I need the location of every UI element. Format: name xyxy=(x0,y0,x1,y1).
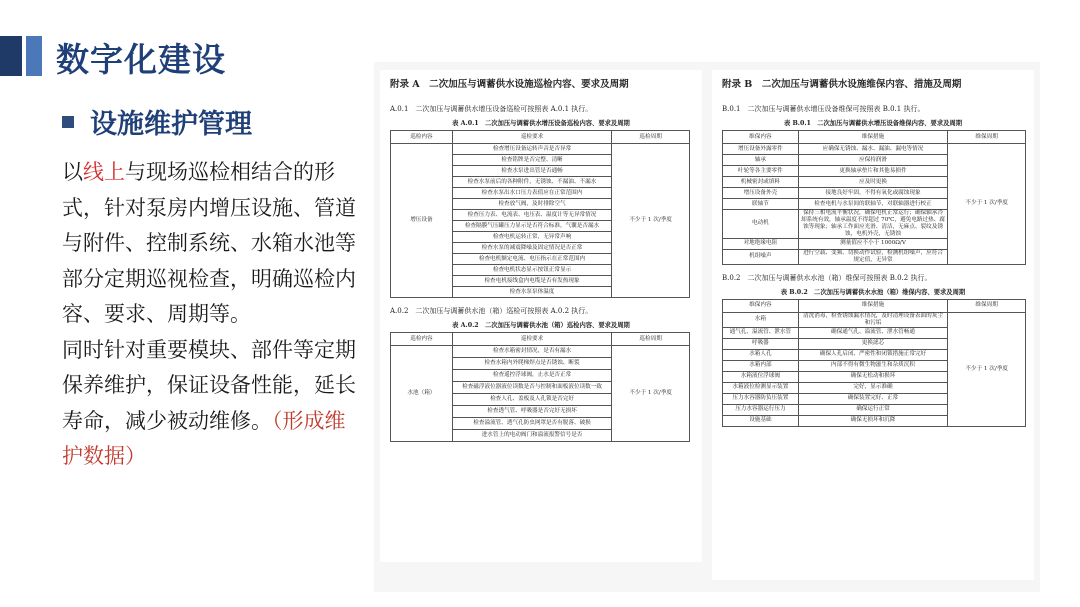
b1-item-cell: 机组噪声 xyxy=(723,249,799,264)
a2-requirement-cell: 检查水箱内外爬梯焊点是否锈蚀、断裂 xyxy=(452,358,611,370)
appendix-a-para-2: A.0.2 二次加压与调蓄供水池（箱）巡检可按照表 A.0.2 执行。 xyxy=(390,307,593,315)
b1-item-cell: 机械密封或填料 xyxy=(723,177,799,188)
b2-measure-cell: 内部不得有微生物滋生和杂质沉积 xyxy=(798,360,947,371)
a2-requirement-cell: 检查磁浮液位器液位读数是否与控制和面板液位读数一致 xyxy=(452,382,611,394)
b2-header-1: 维保措施 xyxy=(798,299,947,312)
b2-header-0: 维保内容 xyxy=(723,299,799,312)
b2-item-cell: 通气孔、溢流管、泄水管 xyxy=(723,327,799,338)
b2-measure-cell: 更换滤芯 xyxy=(798,338,947,349)
appendix-b-document xyxy=(712,70,1034,580)
appendix-b-table-2-caption: 表 B.0.2 二次加压与调蓄供水水池（箱）维保内容、要求及周期 xyxy=(780,288,966,296)
paragraph-2 xyxy=(62,333,362,475)
b2-item-cell: 呼吸器 xyxy=(723,338,799,349)
appendix-b-title: 附录 B 二次加压与调蓄供水设施维保内容、措施及周期 xyxy=(722,79,962,90)
b2-measure-cell: 确保装置完好、正常 xyxy=(798,393,947,404)
a1-header-0: 巡检内容 xyxy=(391,131,453,144)
b1-header-0: 维保内容 xyxy=(723,131,799,144)
a1-header-1: 巡检要求 xyxy=(452,131,611,144)
a1-requirement-cell: 检查放气阀，及时排除空气 xyxy=(452,199,611,210)
a1-requirement-cell: 检查水泵泵体温度 xyxy=(452,287,611,298)
b1-item-cell: 轴承 xyxy=(723,155,799,166)
b2-item-cell: 压力水容器运行压力 xyxy=(723,404,799,415)
b1-header-1: 维保措施 xyxy=(798,131,948,144)
paragraph-2-body: 同时针对重要模块、部件等定期保养维护，保证设备性能，延长寿命，减少被动维修。 xyxy=(62,337,356,433)
appendix-a-table-1-caption: 表 A.0.1 二次加压与调蓄供水增压设备巡检内容、要求及周期 xyxy=(452,120,630,127)
b1-item-cell: 增压设备外壳 xyxy=(723,188,799,199)
appendix-b-table-1 xyxy=(722,130,1026,265)
b1-item-cell: 电动机 xyxy=(723,210,799,239)
table-row xyxy=(391,144,690,155)
title-accent-bar-light xyxy=(26,36,42,76)
appendix-a-table-1 xyxy=(390,130,690,298)
appendix-a-para-1: A.0.1 二次加压与调蓄供水增压设备巡检可按照表 A.0.1 执行。 xyxy=(390,105,593,113)
a2-requirement-cell: 检查溢流管、透气孔防虫网罩是否有脱落、破损 xyxy=(452,418,611,430)
b2-measure-cell: 确保运行正常 xyxy=(798,404,947,415)
b2-measure-cell: 确保无松动和损坏 xyxy=(798,371,947,382)
a2-requirement-cell: 检查透气管、呼吸器是否完好无损坏 xyxy=(452,406,611,418)
a1-requirement-cell: 检查水泵的减震降噪及固定情况是否正常 xyxy=(452,243,611,254)
square-bullet-icon xyxy=(62,116,74,128)
b2-item-cell: 设施基础 xyxy=(723,415,799,426)
appendix-b-para-2: B.0.2 二次加压与调蓄供水水池（箱）维保可按照表 B.0.2 执行。 xyxy=(722,273,932,282)
b2-item-cell: 水箱人孔 xyxy=(723,349,799,360)
b2-header-2: 维保周期 xyxy=(948,299,1026,312)
appendix-a-document xyxy=(380,70,702,562)
appendix-b-para-1: B.0.1 二次加压与调蓄供水增压设备维保可按照表 B.0.1 执行。 xyxy=(722,105,925,113)
page-title: 数字化建设 xyxy=(56,40,226,79)
b1-measure-cell: 保持三相电流平衡状况，确保电机正常运行；确保轴承冷却系统有效，轴承温度不得超过 70℃，避免电路过热、腐蚀等现象；轴承工作面应光滑、清洁，无麻点、裂纹及锈蚀，电机外壳，无锈蚀 xyxy=(798,210,948,239)
b2-item-cell: 压力水容器防负压装置 xyxy=(723,393,799,404)
b1-measure-cell: 检查电机与水泵间的联轴节，对联轴器进行校正 xyxy=(798,199,948,210)
a1-header-2: 巡检周期 xyxy=(612,131,690,144)
a1-requirement-cell: 检查电机状态显示按钮正常显示 xyxy=(452,265,611,276)
paragraph-1-prefix: 以 xyxy=(62,160,83,184)
b1-measure-cell: 测量值应不小于 1000Ω/V xyxy=(798,238,948,249)
title-accent-bar-dark xyxy=(0,36,22,76)
a2-header-1: 巡检要求 xyxy=(452,333,611,346)
table-row xyxy=(723,144,1026,155)
a2-group-cell: 水池（箱） xyxy=(391,346,453,442)
highlight-online: 线上 xyxy=(83,160,125,184)
paragraph-1-body: 与现场巡检相结合的形式，针对泵房内增压设施、管道与附件、控制系统、水箱水池等部分定期巡视检查，明确巡检内容、要求、周期等。 xyxy=(62,160,356,326)
a2-requirement-cell: 进水管上的电动阀门和溢流报警信号是否 xyxy=(452,430,611,442)
a1-requirement-cell: 检查压力表、电流表、电压表、温度计等无异常情况 xyxy=(452,210,611,221)
appendix-a-table-2 xyxy=(390,332,690,442)
a2-requirement-cell: 检查人孔、盖板及人孔锁是否完好 xyxy=(452,394,611,406)
a1-requirement-cell: 检查电机接线盒内电缆是否有发热现象 xyxy=(452,276,611,287)
a2-period-cell: 不少于 1 次/季度 xyxy=(612,346,690,442)
a2-requirement-cell: 检查遥控浮球阀，止水是否正常 xyxy=(452,370,611,382)
a1-requirement-cell: 检查水泵出水口压力表值应在正常范围内 xyxy=(452,188,611,199)
a1-requirement-cell: 检查水泵前后的各种附件，无锈蚀、不漏油、不漏水 xyxy=(452,177,611,188)
a1-requirement-cell: 检查增压设备运转声音是否异常 xyxy=(452,144,611,155)
a2-header-0: 巡检内容 xyxy=(391,333,453,346)
b1-period-cell: 不少于 1 次/季度 xyxy=(948,144,1026,265)
b2-item-cell: 水箱液位浮球阀 xyxy=(723,371,799,382)
section-title: 设施维护管理 xyxy=(90,109,252,140)
appendix-a-table-2-caption: 表 A.0.2 二次加压与调蓄供水池（箱）巡检内容、要求及周期 xyxy=(452,322,630,329)
body-text xyxy=(62,155,362,475)
b2-item-cell: 水箱内部 xyxy=(723,360,799,371)
a2-requirement-cell: 检查水箱密封情况，是否有漏水 xyxy=(452,346,611,358)
b1-item-cell: 叶轮等各主要零件 xyxy=(723,166,799,177)
b2-item-cell: 水箱液位检测显示装置 xyxy=(723,382,799,393)
table-row xyxy=(391,346,690,358)
b1-measure-cell: 应及时更换 xyxy=(798,177,948,188)
highlight-maintenance-data: （形成维护数据） xyxy=(62,408,346,468)
b1-item-cell: 对地绝缘电阻 xyxy=(723,238,799,249)
b2-measure-cell: 确保人孔启闭、严密性和闭锁措施正常完好 xyxy=(798,349,947,360)
b2-measure-cell: 完好，显示准确 xyxy=(798,382,947,393)
b1-measure-cell: 更换轴承垫片和其他易损件 xyxy=(798,166,948,177)
a1-requirement-cell: 检查铭牌是否完整、清晰 xyxy=(452,155,611,166)
b1-item-cell: 联轴节 xyxy=(723,199,799,210)
a1-requirement-cell: 检查水泵进出管是否通畅 xyxy=(452,166,611,177)
a1-period-cell: 不少于 1 次/季度 xyxy=(612,144,690,298)
b1-measure-cell: 应确保无锈蚀、漏水、漏油、漏电等情况 xyxy=(798,144,948,155)
a1-requirement-cell: 检查电机额定电流、电压指示在正常范围内 xyxy=(452,254,611,265)
b1-measure-cell: 接地良好牢固，不得有氧化或腐蚀现象 xyxy=(798,188,948,199)
b1-item-cell: 增压设备外露零件 xyxy=(723,144,799,155)
appendix-b-table-2 xyxy=(722,299,1026,427)
section-heading xyxy=(62,102,252,141)
appendix-b-table-1-caption: 表 B.0.1 二次加压与调蓄供水增压设备维保内容、要求及周期 xyxy=(783,120,963,127)
b2-measure-cell: 清洗消毒，检查锈蚀漏水情况，及时清理设备表面的灰尘和污垢 xyxy=(798,312,947,327)
paragraph-1 xyxy=(62,155,362,333)
b2-measure-cell: 确保无损坏和沉降 xyxy=(798,415,947,426)
b1-header-2: 维保周期 xyxy=(948,131,1026,144)
a2-header-2: 巡检周期 xyxy=(612,333,690,346)
b2-measure-cell: 确保通气孔、溢流管、泄水管畅通 xyxy=(798,327,947,338)
a1-requirement-cell: 检查电机运转正常，无异常声响 xyxy=(452,232,611,243)
b2-item-cell: 水箱 xyxy=(723,312,799,327)
a1-group-cell: 增压设备 xyxy=(391,144,453,298)
table-row xyxy=(723,312,1026,327)
b2-period-cell: 不少于 1 次/季度 xyxy=(948,312,1026,426)
a1-requirement-cell: 检查隔膜气压罐压力显示是否符合标准，气囊是否漏水 xyxy=(452,221,611,232)
b1-measure-cell: 进行空载、变频、切换动作试验，检测机组噪声，应符合规定值，无异常 xyxy=(798,249,948,264)
b1-measure-cell: 应保持润滑 xyxy=(798,155,948,166)
appendix-a-title: 附录 A 二次加压与调蓄供水设施巡检内容、要求及周期 xyxy=(390,79,629,90)
